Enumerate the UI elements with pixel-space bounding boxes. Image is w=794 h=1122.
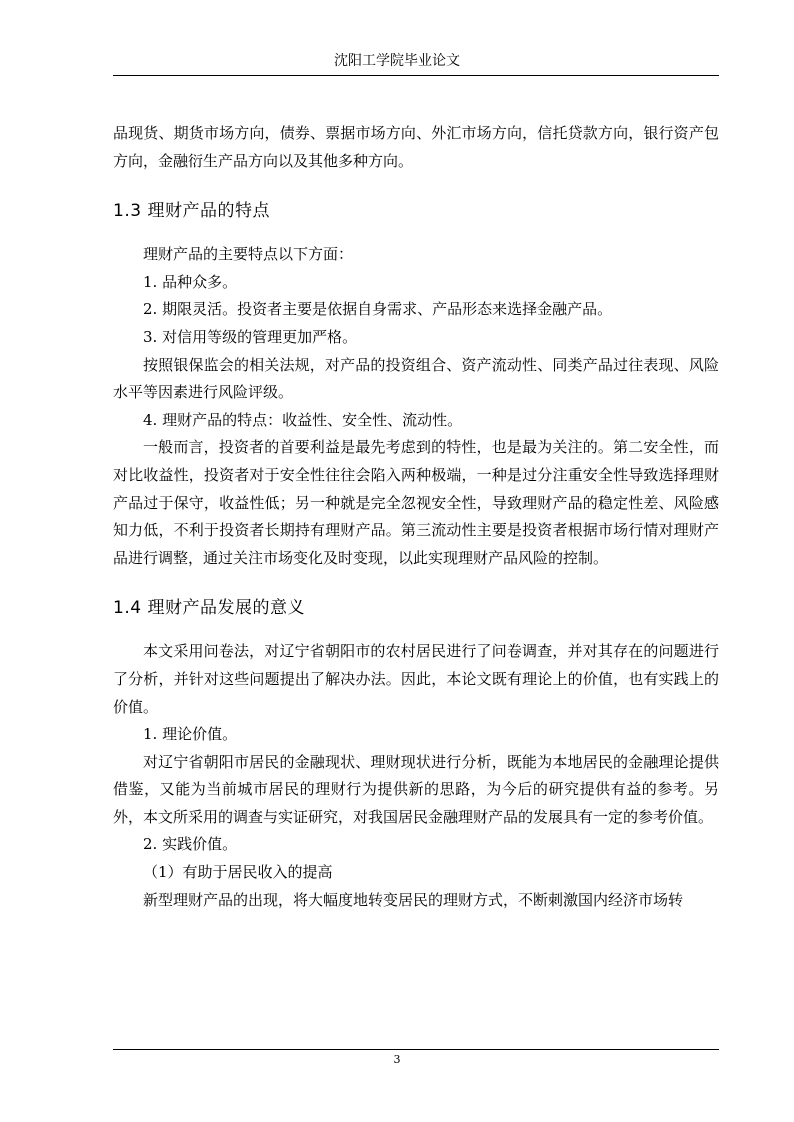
paragraph: 品现货、期货市场方向，债券、票据市场方向、外汇市场方向，信托贷款方向，银行资产包方向，金融衍生产品方向以及其他多种方向。 <box>113 124 719 170</box>
header-rule <box>113 75 719 76</box>
paragraph: 按照银保监会的相关法规，对产品的投资组合、资产流动性、同类产品过往表现、风险水平等因素进行风险评级。 <box>113 355 719 402</box>
list-item: 2. 实践价值。 <box>143 835 238 854</box>
list-item: 1. 品种众多。 <box>143 272 238 291</box>
page-number: 3 <box>393 1053 401 1066</box>
list-item: （1）有助于居民收入的提高 <box>143 863 333 882</box>
paragraph: 对辽宁省朝阳市居民的金融现状、理财现状进行分析，既能为本地居民的金融理论提供借鉴，又能为当前城市居民的理财行为提供新的思路，为今后的研究提供有益的参考。另外，本文所采用的调查与实证研究，对我国居民金融理财产品的发展具有一定的参考价值。 <box>113 752 719 826</box>
page-header-title: 沈阳工学院毕业论文 <box>334 53 460 69</box>
list-item: 1. 理论价值。 <box>143 725 238 744</box>
paragraph: 本文采用问卷法，对辽宁省朝阳市的农村居民进行了问卷调查，并对其存在的问题进行了分析，并针对这些问题提出了解决办法。因此，本论文既有理论上的价值，也有实践上的价值。 <box>113 642 719 716</box>
list-item: 2. 期限灵活。投资者主要是依据自身需求、产品形态来选择金融产品。 <box>143 300 613 319</box>
list-item: 4. 理财产品的特点：收益性、安全性、流动性。 <box>143 410 463 429</box>
section-heading: 1.3 理财产品的特点 <box>113 201 270 222</box>
list-item: 3. 对信用等级的管理更加严格。 <box>143 327 358 346</box>
paragraph: 新型理财产品的出现，将大幅度地转变居民的理财方式，不断刺激国内经济市场转 <box>143 890 684 909</box>
section-heading: 1.4 理财产品发展的意义 <box>113 598 305 619</box>
footer-rule <box>113 1049 719 1050</box>
paragraph: 理财产品的主要特点以下方面： <box>143 245 354 264</box>
paragraph: 一般而言，投资者的首要利益是最先考虑到的特性，也是最为关注的。第二安全性，而对比收益性，投资者对于安全性往往会陷入两种极端，一种是过分注重安全性导致选择理财产品过于保守，收益性低；另一种就是完全忽视安全性，导致理财产品的稳定性差、风险感知力低，不利于投资者长期持有理财产品。第三流动性主要是投资者根据市场行情对理财产品进行调整，通过关注市场变化及时变现，以此实现理财产品风险的控制。 <box>113 438 719 567</box>
page-content <box>113 120 719 914</box>
